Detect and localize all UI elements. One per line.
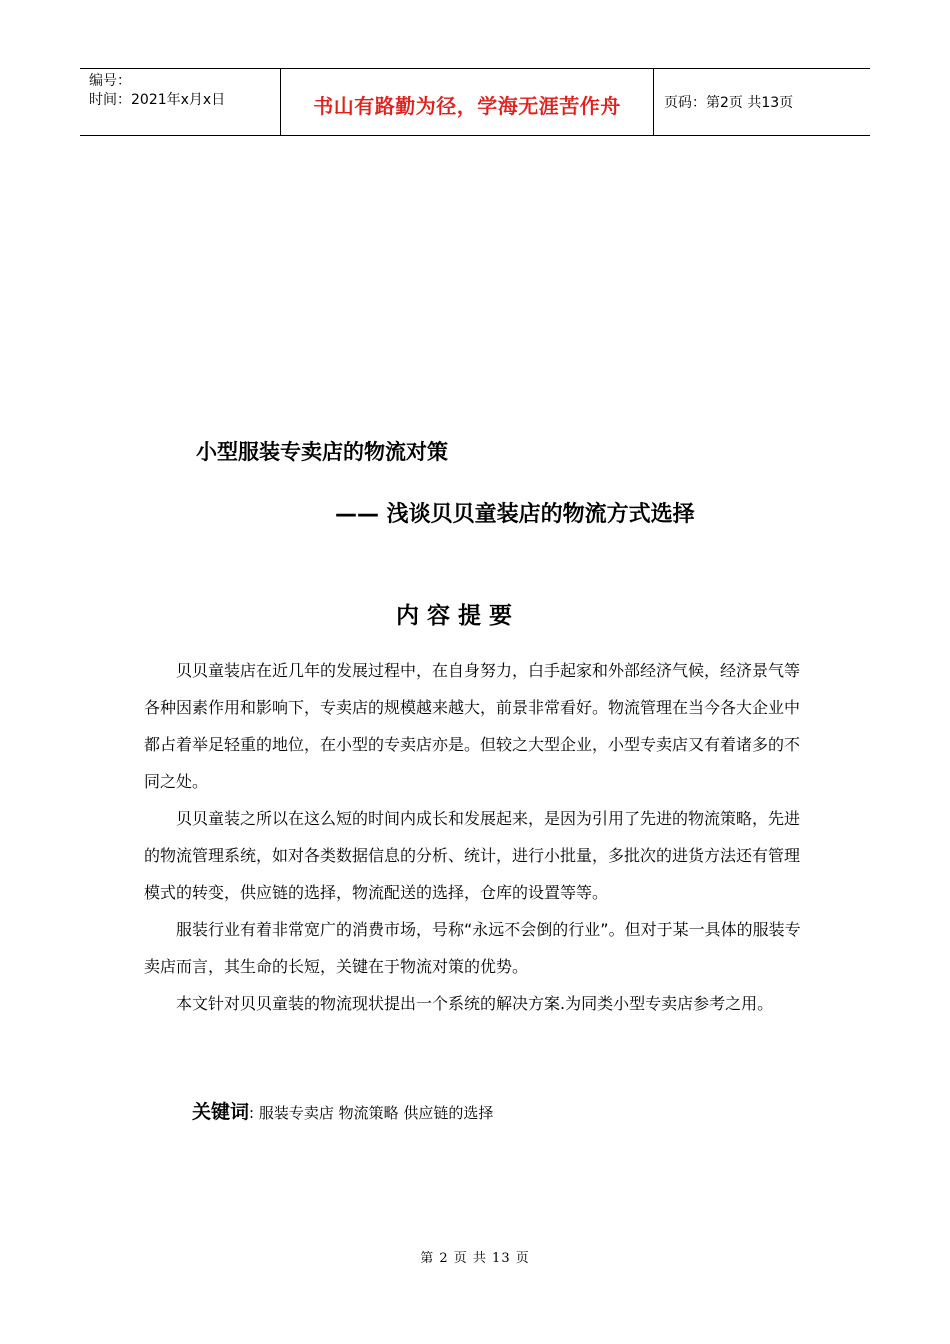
header-page-info: 页码：第2页 共13页 (664, 95, 794, 111)
serial-number-label: 编号： (89, 73, 131, 89)
abstract-paragraph: 贝贝童装店在近几年的发展过程中，在自身努力，白手起家和外部经济气候，经济景气等各种因素作用和影响下，专卖店的规模越来越大，前景非常看好。物流管理在当今各大企业中都占着举足轻重的地位，在小型的专卖店亦是。但较之大型企业，小型专卖店又有着诸多的不同之处。 (144, 661, 801, 791)
keywords-line (192, 1097, 493, 1124)
keywords-value: : 服装专卖店 物流策略 供应链的选择 (249, 1104, 494, 1122)
time-label: 时间：2021年x月x日 (89, 92, 226, 108)
document-subtitle: —— 浅谈贝贝童装店的物流方式选择 (335, 502, 695, 527)
document-title: 小型服装专卖店的物流对策 (196, 440, 448, 464)
abstract-paragraph: 贝贝童装之所以在这么短的时间内成长和发展起来，是因为引用了先进的物流策略，先进的物流管理系统，如对各类数据信息的分析、统计，进行小批量，多批次的进货方法还有管理模式的转变，供应链的选择，物流配送的选择，仓库的设置等等。 (144, 809, 801, 902)
page-footer: 第 2 页 共 13 页 (420, 1251, 530, 1266)
header-meta (80, 69, 281, 135)
abstract-paragraph: 本文针对贝贝童装的物流现状提出一个系统的解决方案.为同类小型专卖店参考之用。 (176, 994, 774, 1013)
page-header (80, 68, 870, 136)
abstract-paragraph: 服装行业有着非常宽广的消费市场，号称“永远不会倒的行业”。但对于某一具体的服装专卖店而言，其生命的长短，关键在于物流对策的优势。 (144, 920, 801, 976)
section-heading-abstract: 内容提要 (396, 603, 520, 629)
abstract-body (144, 652, 812, 1022)
header-motto: 书山有路勤为径，学海无涯苦作舟 (281, 69, 654, 135)
keywords-label: 关键词 (192, 1101, 250, 1123)
